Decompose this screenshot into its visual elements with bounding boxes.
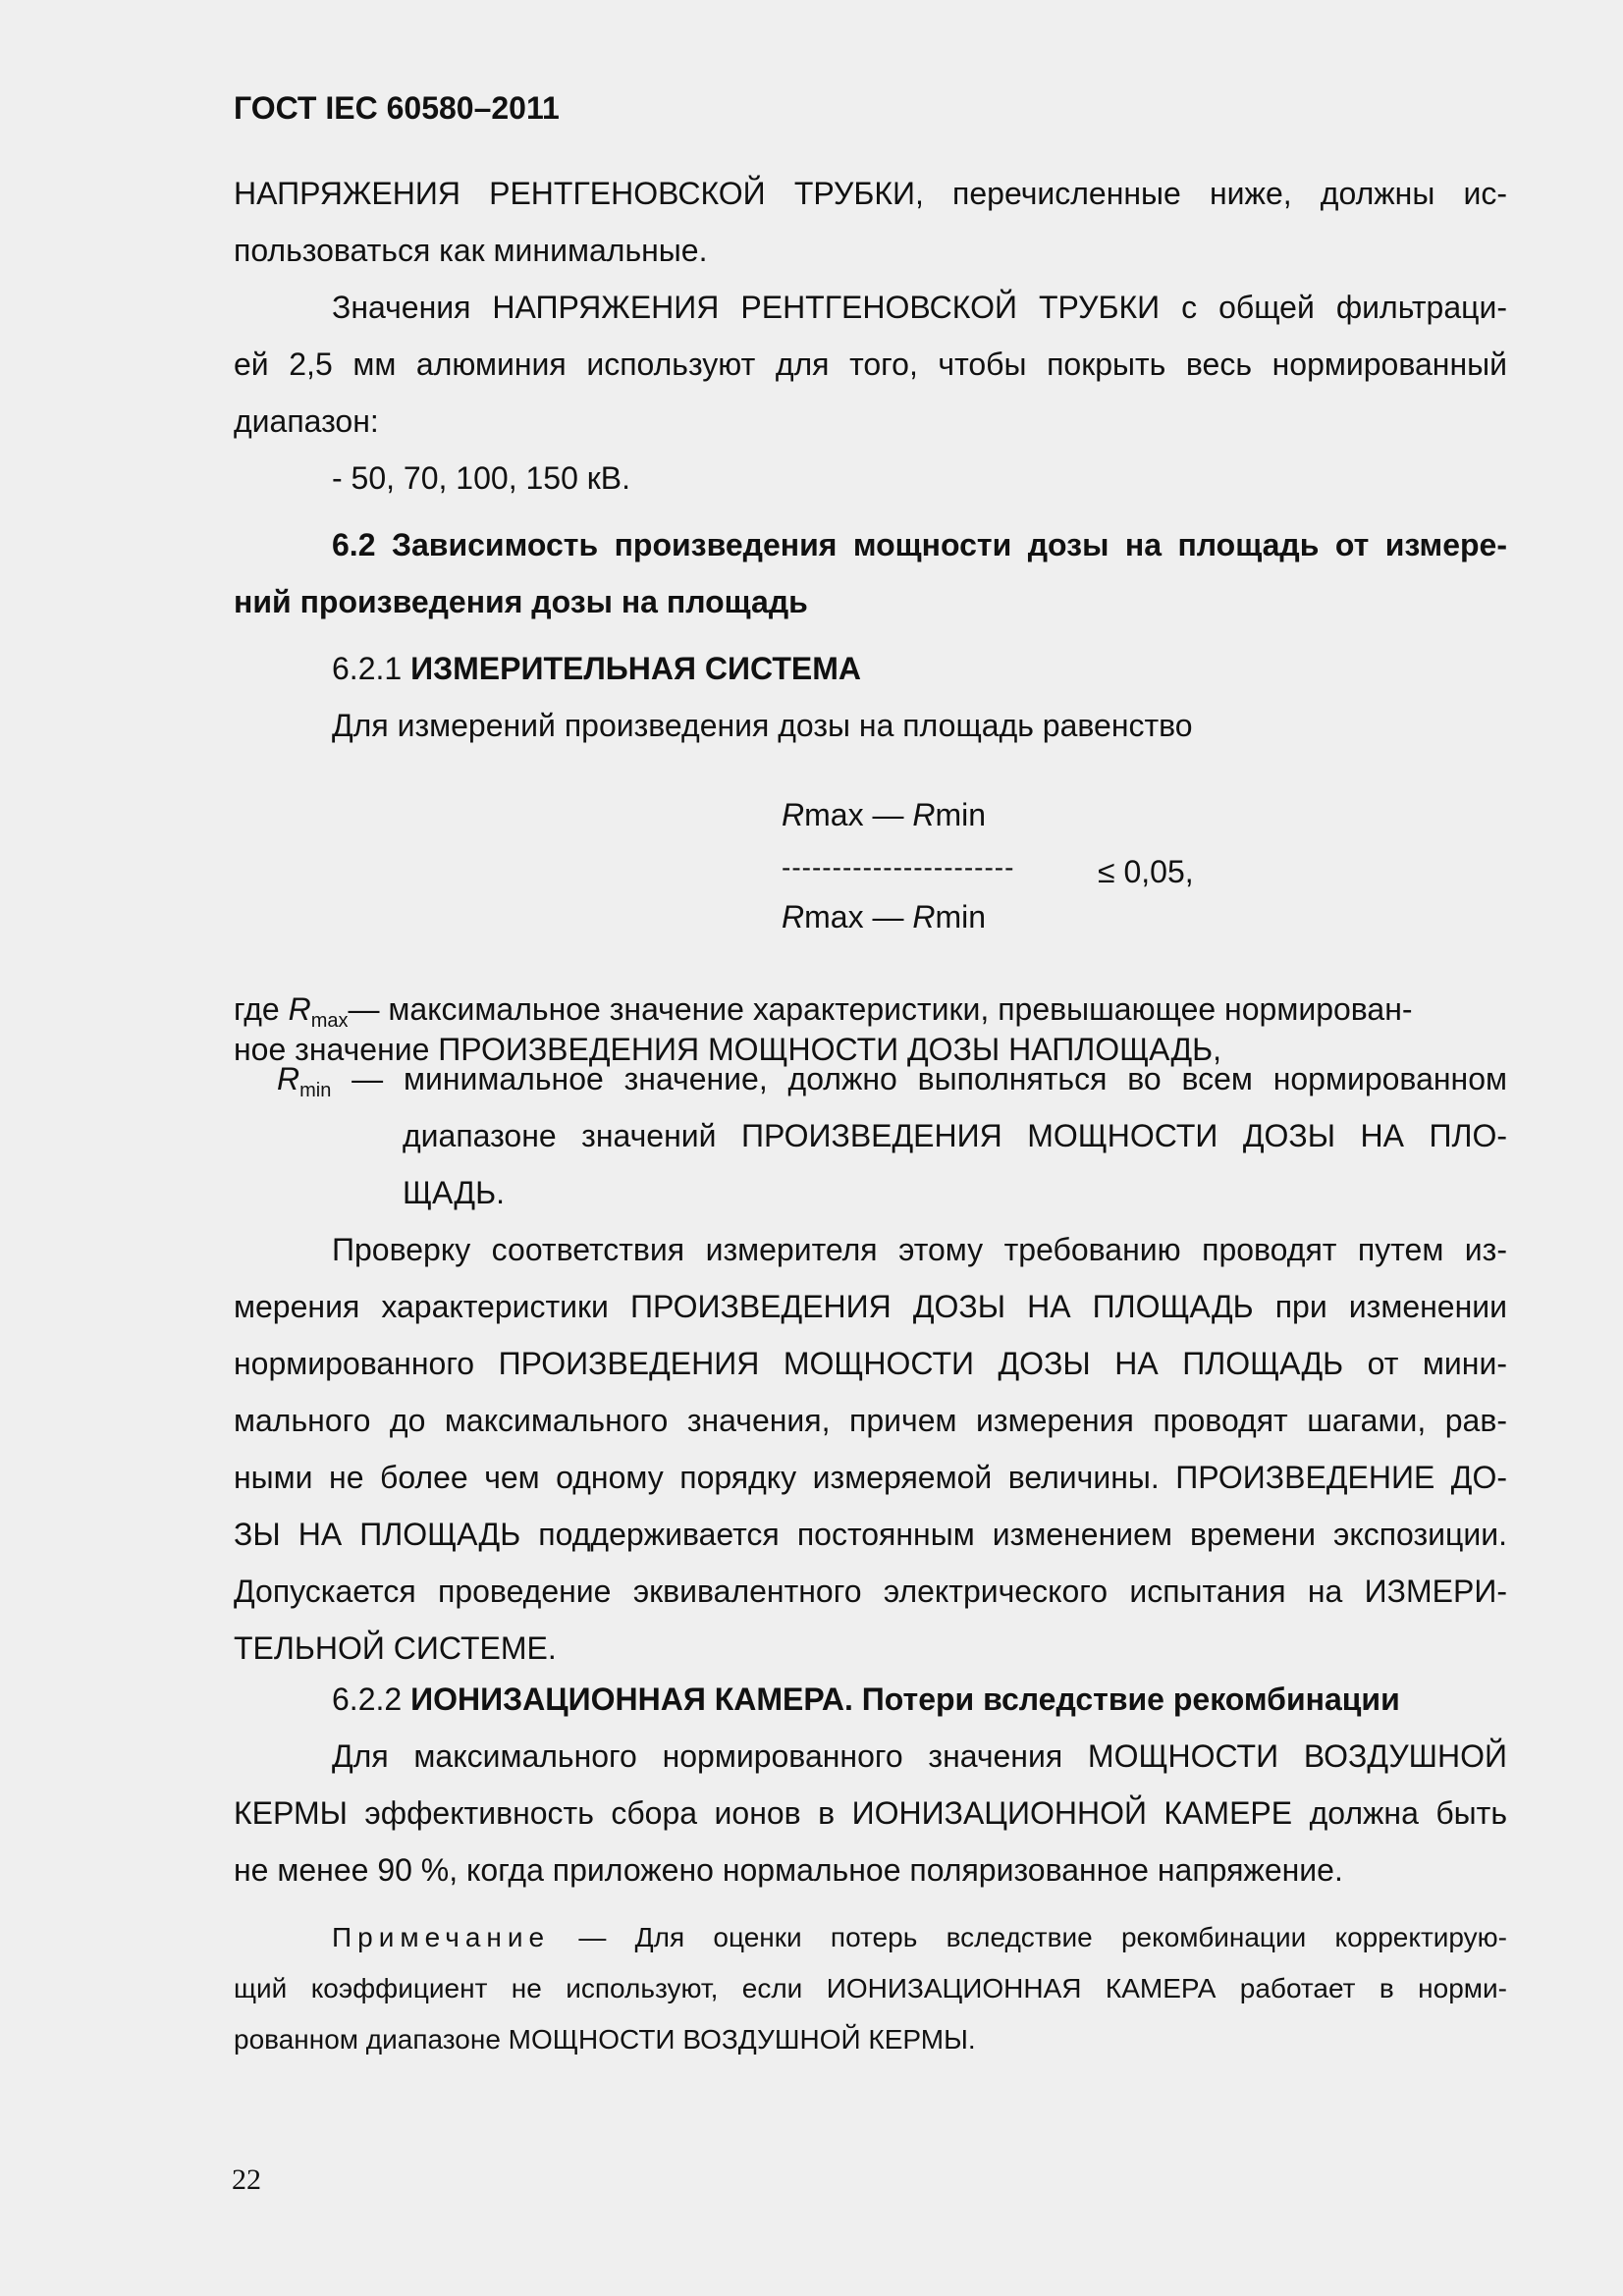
section-title: ИЗМЕРИТЕЛЬНАЯ СИСТЕМА: [410, 651, 861, 686]
intro-p2-line-1: Значения НАПРЯЖЕНИЯ РЕНТГЕНОВСКОЙ ТРУБКИ с общей фильтраци-: [332, 290, 1507, 325]
section-6-2-1-heading: [332, 640, 1605, 697]
check-line-5: ными не более чем одному порядку измеряемой величины. ПРОИЗВЕДЕНИЕ ДО-: [234, 1460, 1507, 1495]
voltage-values: - 50, 70, 100, 150 кВ.: [332, 460, 630, 496]
rmin-desc-line-3: ЩАДЬ.: [403, 1175, 505, 1210]
check-line-4: мального до максимального значения, причем измерения проводят шагами, рав-: [234, 1403, 1507, 1438]
section-6-2-title-line-1: 6.2 Зависимость произведения мощности дозы на площадь от измере-: [332, 527, 1507, 562]
check-line-3: нормированного ПРОИЗВЕДЕНИЯ МОЩНОСТИ ДОЗЫ НА ПЛОЩАДЬ от мини-: [234, 1346, 1507, 1381]
rmax-desc-line-1: — максимальное значение характеристики, превышающее нормирован-: [348, 991, 1413, 1027]
section-title: ИОНИЗАЦИОННАЯ КАМЕРА. Потери вследствие рекомбинации: [410, 1682, 1400, 1717]
intro-p2-line-3: диапазон:: [234, 403, 379, 439]
intro-line-1: НАПРЯЖЕНИЯ РЕНТГЕНОВСКОЙ ТРУБКИ, перечисленные ниже, должны ис-: [234, 176, 1507, 211]
formula-denominator: Rmax — Rmin: [782, 899, 987, 934]
rmax-definition: где $R_{max}—$ максимальное значение характеристики, превышающее нормирован- ное значение ПРОИЗВЕДЕНИЯ МОЩНОСТИ ДОЗЫ НАПЛОЩАДЬ,: [234, 991, 1507, 1067]
s622-line-3: не менее 90 %, когда приложено нормальное поляризованное напряжение.: [234, 1852, 1343, 1888]
section-6-2-1-lead: Для измерений произведения дозы на площадь равенство: [332, 708, 1193, 743]
section-6-2-2-heading: [332, 1671, 1605, 1728]
rmin-desc-line-1: — минимальное значение, должно выполняться во всем нормированном: [352, 1061, 1508, 1096]
check-line-2: мерения характеристики ПРОИЗВЕДЕНИЯ ДОЗЫ НА ПЛОЩАДЬ при изменении: [234, 1289, 1507, 1324]
intro-line-2: пользоваться как минимальные.: [234, 233, 708, 268]
rmin-definition: $R_{min}$ — минимальное значение, должно выполняться во всем нормированном: [277, 1061, 1508, 1101]
section-number: 6.2.2: [332, 1682, 411, 1717]
doc-header: ГОСТ IEC 60580–2011: [234, 90, 560, 126]
page-number: 22: [232, 2163, 261, 2196]
note-line-2: щий коэффициент не используют, если ИОНИЗАЦИОННАЯ КАМЕРА работает в норми-: [234, 1973, 1507, 2003]
formula-numerator: Rmax — Rmin: [782, 797, 987, 832]
formula-condition: ≤ 0,05,: [1098, 854, 1194, 889]
check-line-8: ТЕЛЬНОЙ СИСТЕМЕ.: [234, 1630, 557, 1666]
section-6-2-title-line-2: ний произведения дозы на площадь: [234, 584, 808, 619]
intro-p2-line-2: ей 2,5 мм алюминия используют для того, чтобы покрыть весь нормированный: [234, 347, 1507, 382]
section-number: 6.2.1: [332, 651, 411, 686]
rmin-desc-line-2: диапазоне значений ПРОИЗВЕДЕНИЯ МОЩНОСТИ ДОЗЫ НА ПЛО-: [403, 1118, 1507, 1153]
s622-line-2: КЕРМЫ эффективность сбора ионов в ИОНИЗАЦИОННОЙ КАМЕРЕ должна быть: [234, 1795, 1507, 1831]
note-label: Примечание: [332, 1922, 551, 1952]
formula-fraction-line: -----------------------: [782, 852, 1015, 882]
s622-line-1: Для максимального нормированного значения МОЩНОСТИ ВОЗДУШНОЙ: [332, 1738, 1507, 1774]
note-line-1: Примечание — Для оценки потерь вследствие рекомбинации корректирую-: [332, 1922, 1507, 1952]
rmax-desc-line-2: ное значение ПРОИЗВЕДЕНИЯ МОЩНОСТИ ДОЗЫ НАПЛОЩАДЬ,: [234, 1032, 1222, 1067]
note-line-3: рованном диапазоне МОЩНОСТИ ВОЗДУШНОЙ КЕРМЫ.: [234, 2024, 976, 2055]
r-symbol: R: [782, 797, 805, 832]
check-line-6: ЗЫ НА ПЛОЩАДЬ поддерживается постоянным изменением времени экспозиции.: [234, 1517, 1507, 1552]
check-line-7: Допускается проведение эквивалентного электрического испытания на ИЗМЕРИ-: [234, 1574, 1507, 1609]
check-line-1: Проверку соответствия измерителя этому требованию проводят путем из-: [332, 1232, 1507, 1267]
